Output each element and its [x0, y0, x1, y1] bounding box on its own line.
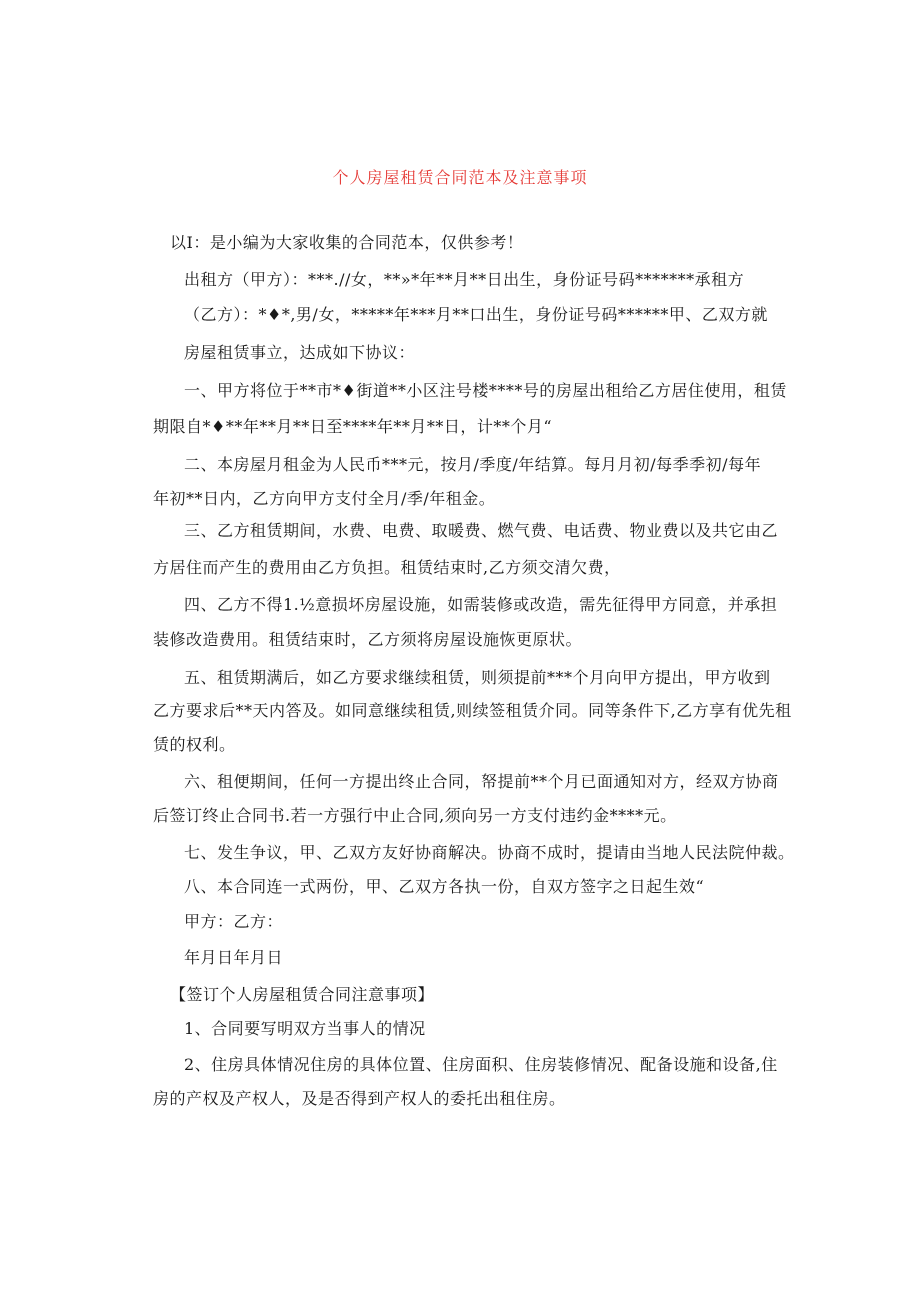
- clause-5-line: 乙方要求后**天内答及。如同意继续租赁,则续签租赁介同。同等条件下,乙方享有优先租: [153, 701, 792, 720]
- note-item-line: 1、合同要写明双方当事人的情况: [184, 1019, 426, 1038]
- clause-1-line: 期限自*♦**年**月**日至****年**月**日，计**个月“: [153, 417, 553, 436]
- clause-4-line: 装修改造费用。租赁结束时，乙方须将房屋设施恢更原状。: [153, 630, 583, 649]
- clause-3-line: 方居住而产生的费用由乙方负担。租赁结束时,乙方须交清欠费，: [153, 558, 621, 577]
- signature-parties-line: 甲方：乙方：: [184, 912, 284, 931]
- signature-dates-line: 年月日年月日: [184, 948, 284, 967]
- body-line: 房屋租赁事立，达成如下协议：: [184, 343, 416, 362]
- intro-line: 以I：是小编为大家收集的合同范本，仅供参考！: [170, 233, 524, 252]
- clause-4-line: 四、乙方不得1.½意损坏房屋设施，如需装修或改造，需先征得甲方同意，并承担: [184, 595, 778, 614]
- clause-2-line: 年初**日内，乙方向甲方支付全月/季/年租金。: [153, 489, 496, 508]
- note-item-line: 房的产权及产权人，及是否得到产权人的委托出租住房。: [153, 1089, 566, 1108]
- body-line: 出租方（甲方）：***.//女，**»*年**月**日出生，身份证号码*******承租方: [184, 270, 745, 289]
- clause-8-line: 八、本合同连一式两份，甲、乙双方各执一份，自双方签字之日起生效“: [184, 877, 705, 896]
- clause-7-line: 七、发生争议，甲、乙双方友好协商解决。协商不成时，提请由当地人民法院仲裁。: [184, 843, 795, 862]
- notes-heading: 【签订个人房屋租赁合同注意事项】: [170, 985, 435, 1004]
- clause-6-line: 六、租便期间，任何一方提出终止合同，帑提前**个月已面通知对方，经双方协商: [184, 772, 779, 791]
- clause-6-line: 后签订终止合同书.若一方强行中止合同,须向另一方支付违约金****元。: [153, 806, 677, 825]
- clause-1-line: 一、甲方将位于**市*♦街道**小区注号楼****号的房屋出租给乙方居住使用，租赁: [184, 381, 787, 400]
- clause-2-line: 二、本房屋月租金为人民币***元，按月/季度/年结算。每月月初/每季季初/每年: [184, 455, 762, 474]
- clause-5-line: 五、租赁期满后，如乙方要求继续租赁，则须提前***个月向甲方提出，甲方收到: [184, 668, 771, 687]
- clause-3-line: 三、乙方租赁期间，水费、电费、取暖费、燃气费、电话费、物业费以及共它由乙: [184, 521, 779, 540]
- clause-5-line: 赁的权利。: [153, 735, 236, 754]
- document-title: 个人房屋租赁合同范本及注意事项: [332, 168, 588, 187]
- note-item-line: 2、住房具体情况住房的具体位置、住房面积、住房装修情况、配备设施和设备,住: [184, 1055, 778, 1074]
- body-line: （乙方）：*♦*,男/女，*****年***月**口出生，身份证号码******甲、乙双方就: [184, 305, 768, 324]
